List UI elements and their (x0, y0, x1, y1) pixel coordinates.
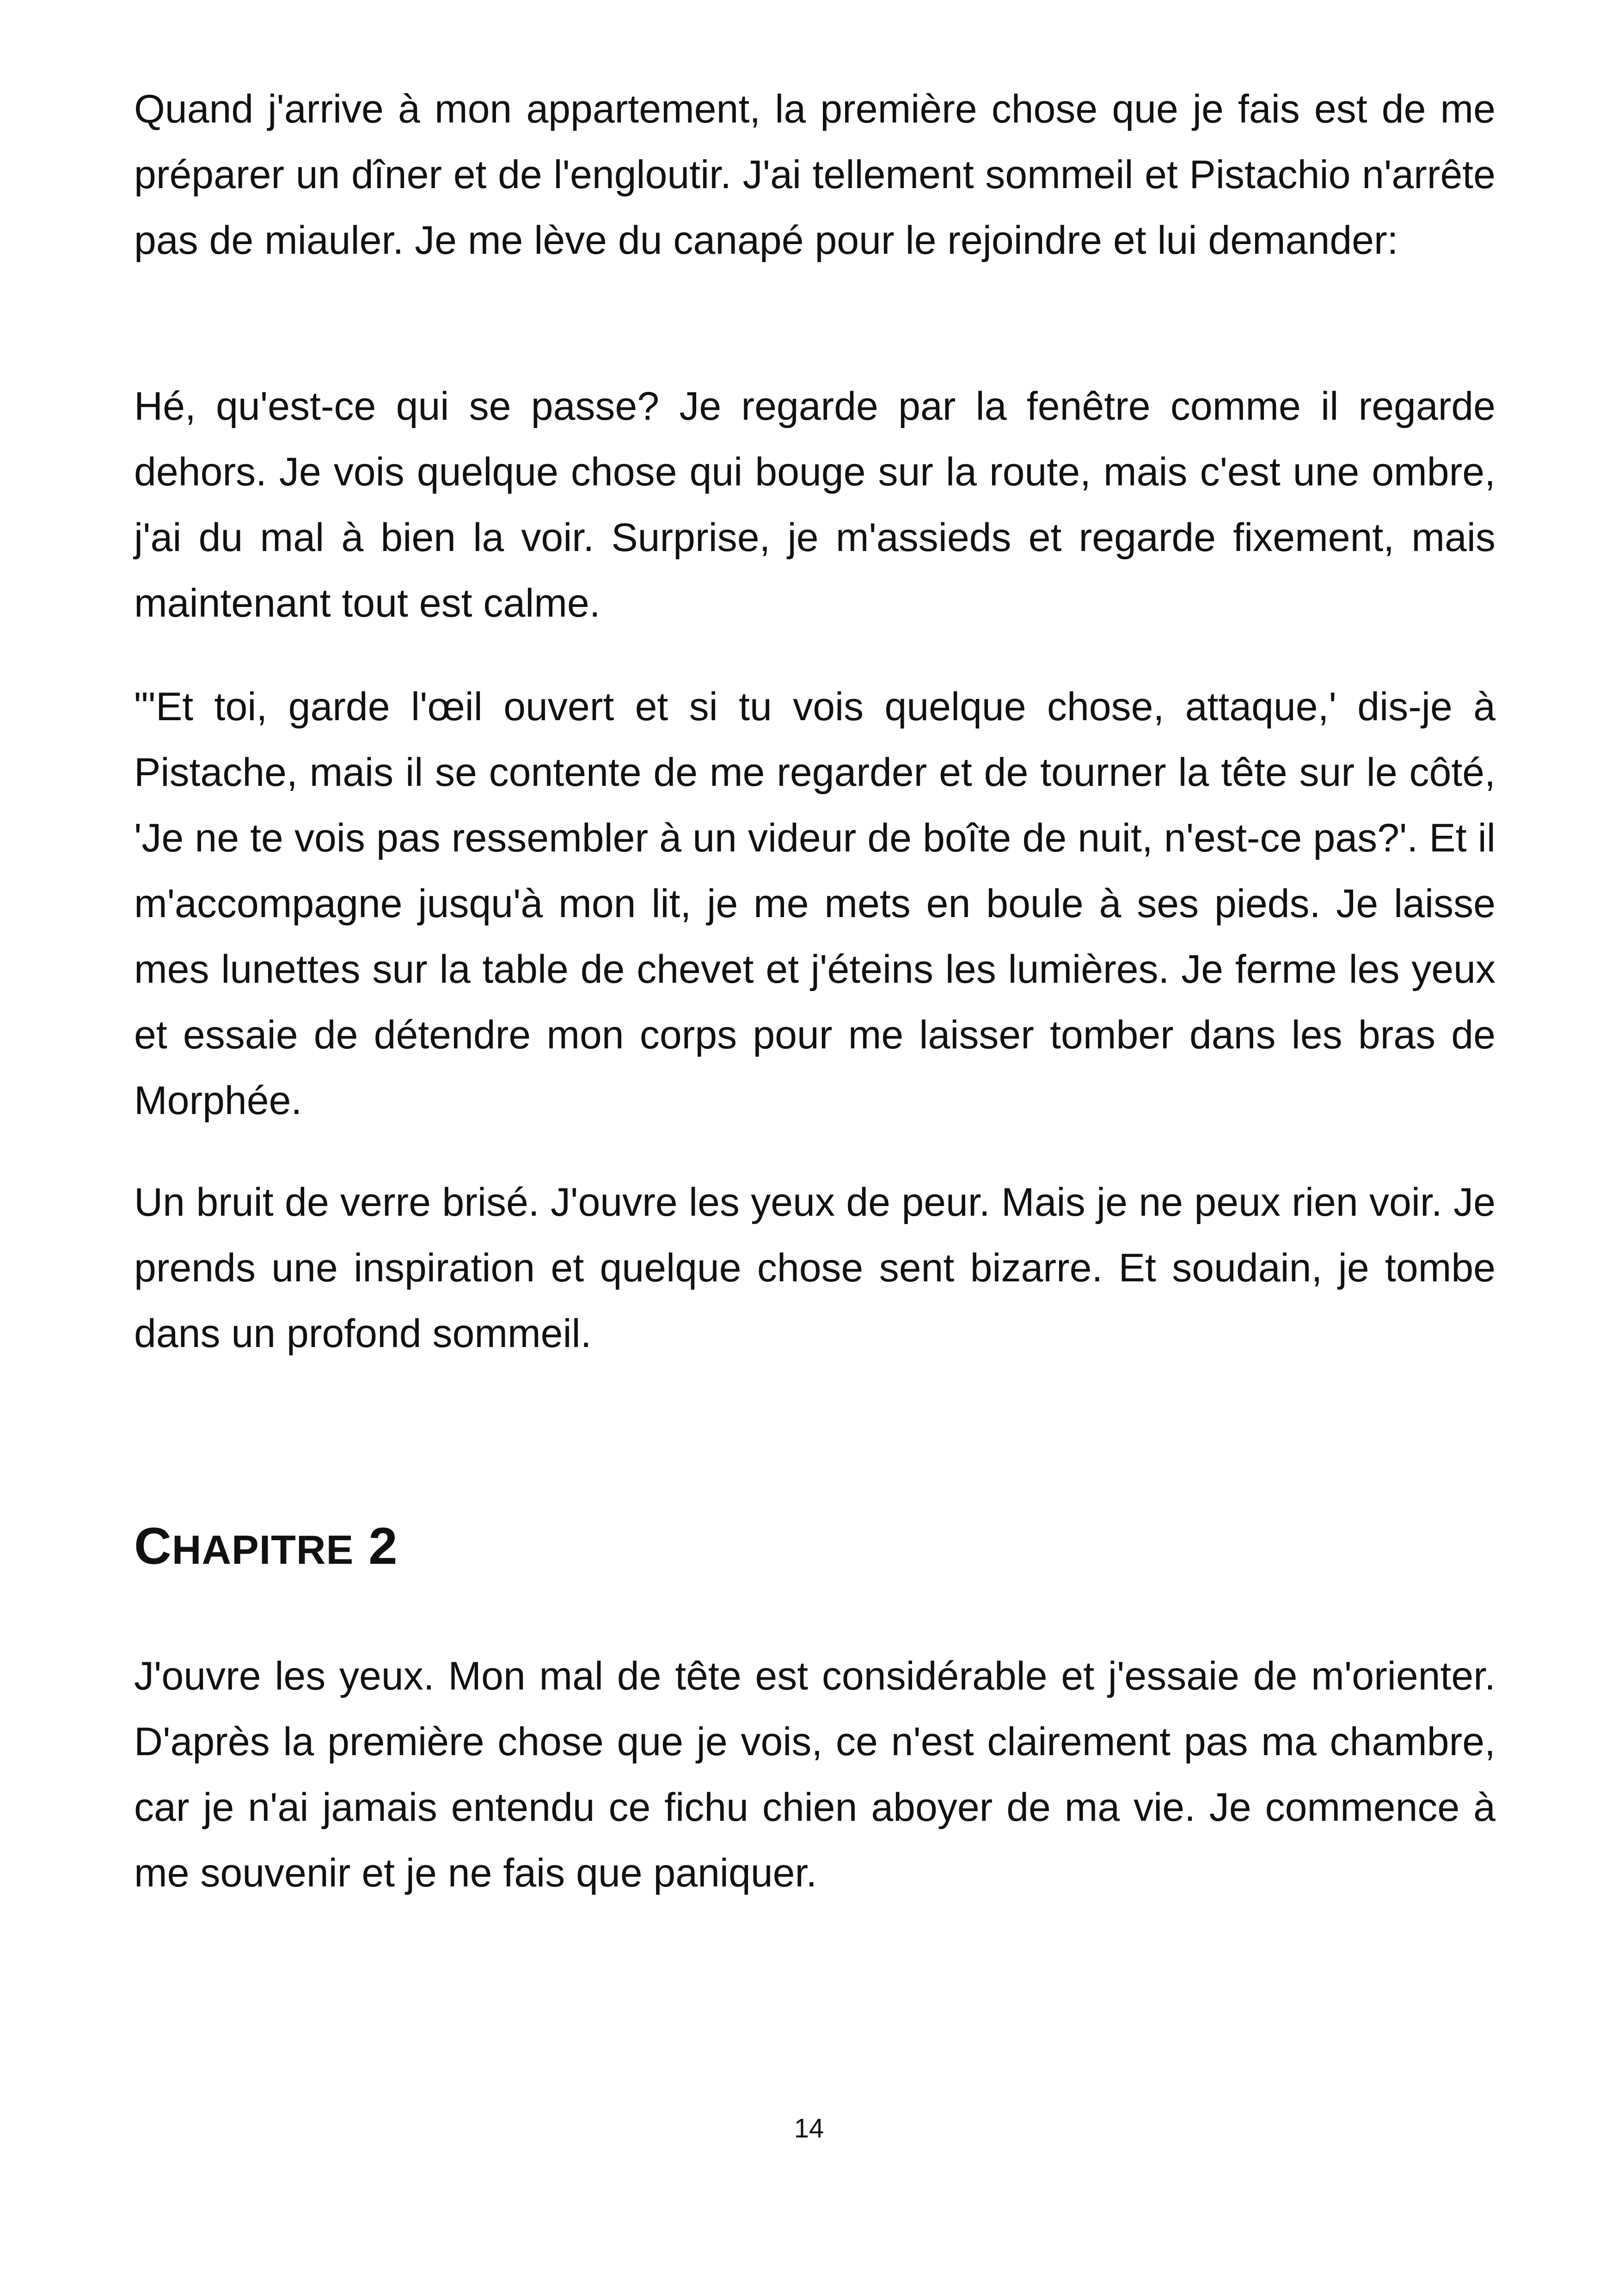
paragraph-1: Quand j'arrive à mon appartement, la première chose que je fais est de me préparer un dîner et de l'engloutir. J'ai tellement sommeil et Pistachio n'arrête pas de miauler. Je me lève du canapé pour le rejoindre et lui demander: (134, 87, 1495, 263)
page-number: 14 (794, 2113, 824, 2143)
paragraph-2: Hé, qu'est-ce qui se passe? Je regarde par la fenêtre comme il regarde dehors. Je vois quelque chose qui bouge sur la route, mais c'est une ombre, j'ai du mal à bien la voir. Surprise, je m'assieds et regarde fixement, mais maintenant tout est calme. (134, 384, 1495, 625)
paragraph-4: Un bruit de verre brisé. J'ouvre les yeux de peur. Mais je ne peux rien voir. Je prends une inspiration et quelque chose sent bizarre. Et soudain, je tombe dans un profond sommeil. (134, 1180, 1495, 1356)
chapter-heading (134, 1514, 398, 1582)
chapter-heading-word: HAPITRE (172, 1527, 354, 1573)
paragraph-3: "'Et toi, garde l'œil ouvert et si tu vois quelque chose, attaque,' dis-je à Pistache, mais il se contente de me regarder et de tourner la tête sur le côté, 'Je ne te vois pas ressembler à un videur de boîte de nuit, n'est-ce pas?'. Et il m'accompagne jusqu'à mon lit, je me mets en boule à ses pieds. Je laisse mes lunettes sur la table de chevet et j'éteins les lumières. Je ferme les yeux et essaie de détendre mon corps pour me laisser tomber dans les bras de Morphée. (134, 685, 1495, 1123)
paragraph-5: J'ouvre les yeux. Mon mal de tête est considérable et j'essaie de m'orienter. D'après la première chose que je vois, ce n'est clairement pas ma chambre, car je n'ai jamais entendu ce fichu chien aboyer de ma vie. Je commence à me souvenir et je ne fais que paniquer. (134, 1654, 1495, 1895)
chapter-heading-initial: C (134, 1517, 172, 1575)
chapter-heading-number: 2 (368, 1517, 398, 1575)
